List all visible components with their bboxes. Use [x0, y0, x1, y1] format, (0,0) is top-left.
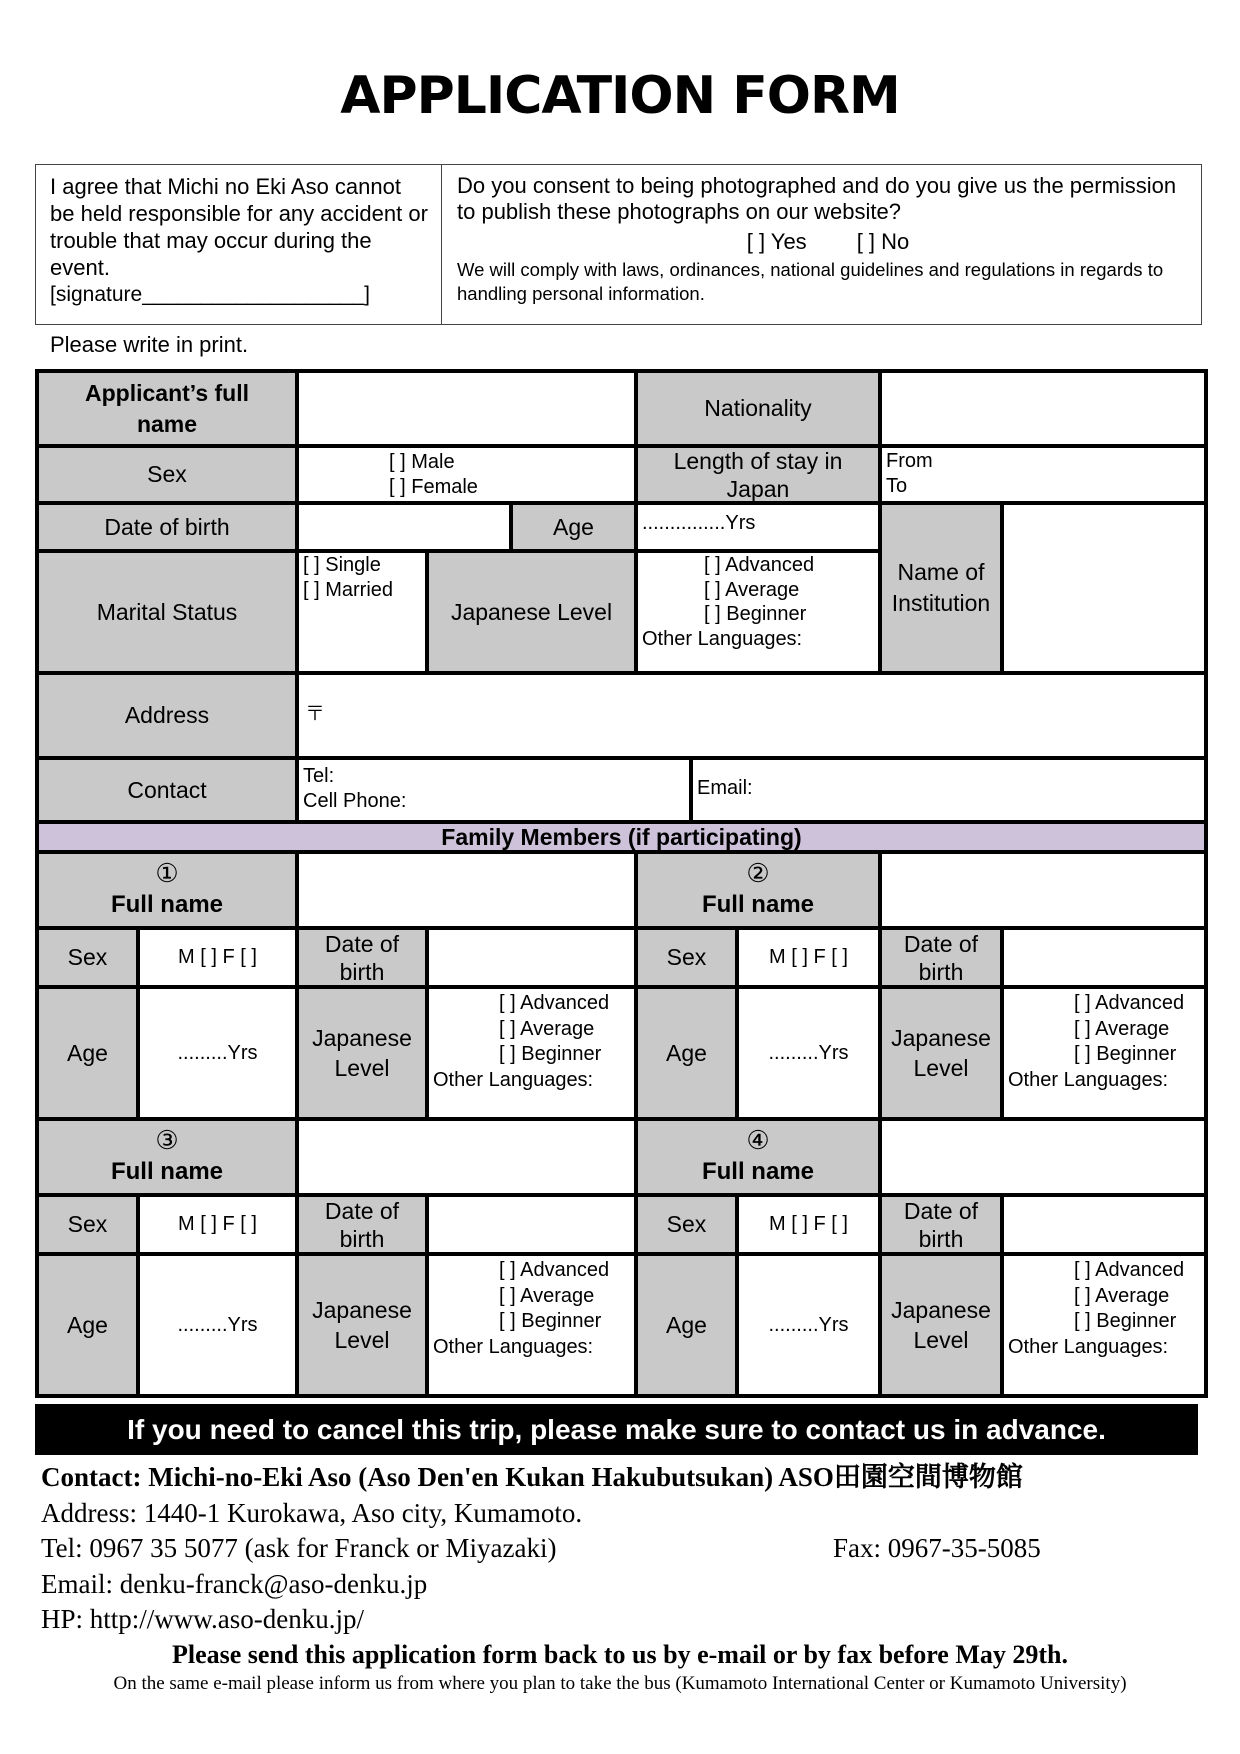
- liability-text: I agree that Michi no Eki Aso cannot be held responsible for any accident or trouble that may occur during the event.: [50, 174, 428, 280]
- family-1-age-field[interactable]: .........Yrs: [140, 989, 295, 1117]
- married-checkbox[interactable]: [ ] Married: [303, 578, 394, 601]
- family-2-japanese-level-options: [1004, 989, 1204, 1117]
- family-4-average-checkbox[interactable]: [ ] Average: [1074, 1284, 1170, 1307]
- family-members-header: Family Members (if participating): [39, 824, 1204, 850]
- family-1-beginner-checkbox[interactable]: [ ] Beginner: [499, 1043, 602, 1065]
- family-4-age-label: Age: [638, 1256, 735, 1394]
- photo-no-checkbox[interactable]: [ ] No: [856, 229, 910, 254]
- photo-consent-question: Do you consent to being photographed and do you give us the permission to publish these photographs on our website?: [457, 173, 1177, 224]
- family-3-sex-options[interactable]: M [ ] F [ ]: [140, 1197, 295, 1252]
- family-3-name-label: ③ Full name: [39, 1121, 295, 1193]
- family-3-age-field[interactable]: .........Yrs: [140, 1256, 295, 1394]
- marital-status-label: Marital Status: [39, 553, 295, 671]
- family-3-dob-field[interactable]: [429, 1197, 634, 1252]
- cancel-notice: If you need to cancel this trip, please make sure to contact us in advance.: [35, 1404, 1198, 1455]
- length-of-stay-label: Length of stay in Japan: [638, 448, 878, 501]
- family-2-age-field[interactable]: .........Yrs: [739, 989, 878, 1117]
- applicant-name-label: Applicant’s full name: [39, 373, 295, 444]
- privacy-notice: We will comply with laws, ordinances, national guidelines and regulations in regards to handling personal information.: [457, 259, 1164, 304]
- age-label: Age: [513, 505, 634, 549]
- address-line: Address: 1440-1 Kurokawa, Aso city, Kumamoto.: [41, 1497, 583, 1528]
- male-checkbox[interactable]: [ ] Male: [389, 451, 455, 473]
- beginner-checkbox[interactable]: [ ] Beginner: [704, 603, 807, 625]
- send-instruction: Please send this application form back to us by e-mail or by fax before May 29th.: [171, 1640, 1069, 1669]
- family-1-name-label: ① Full name: [39, 854, 295, 926]
- family-1-average-checkbox[interactable]: [ ] Average: [499, 1017, 595, 1040]
- japanese-level-label: Japanese Level: [429, 553, 634, 671]
- family-2-age-label: Age: [638, 989, 735, 1117]
- length-of-stay-field[interactable]: [882, 448, 1204, 501]
- family-2-dob-field[interactable]: [1004, 930, 1204, 985]
- application-grid: [35, 369, 1208, 1398]
- nationality-field[interactable]: [882, 373, 1204, 444]
- photo-consent-section: [442, 165, 1201, 324]
- tel-line: Tel: 0967 35 5077 (ask for Franck or Miyazaki): [41, 1533, 557, 1563]
- email-label: Email:: [697, 777, 753, 799]
- family-1-dob-label: Date of birth: [299, 930, 425, 985]
- family-3-sex-label: Sex: [39, 1197, 136, 1252]
- postal-mark: 〒: [305, 703, 325, 725]
- family-3-name-field[interactable]: [299, 1121, 634, 1193]
- consent-box: [35, 164, 1202, 325]
- family-3-beginner-checkbox[interactable]: [ ] Beginner: [499, 1310, 602, 1332]
- family-1-name-field[interactable]: [299, 854, 634, 926]
- contact-heading: Contact: Michi-no-Eki Aso (Aso Den'en Kukan Hakubutsukan) ASO田園空間博物館: [41, 1462, 1023, 1492]
- marital-options: [299, 553, 425, 671]
- tel-label: Tel:: [303, 765, 335, 787]
- family-3-dob-label: Date of birth: [299, 1197, 425, 1252]
- homepage-line: HP: http://www.aso-denku.jp/: [41, 1604, 364, 1634]
- fax-line: Fax: 0967-35-5085: [833, 1533, 1041, 1563]
- sex-label: Sex: [39, 448, 295, 501]
- family-1-number: ①: [155, 858, 179, 888]
- family-4-name-label: ④ Full name: [638, 1121, 878, 1193]
- family-3-number: ③: [155, 1125, 179, 1155]
- female-checkbox[interactable]: [ ] Female: [389, 475, 478, 498]
- photo-yes-checkbox[interactable]: [ ] Yes: [746, 229, 807, 254]
- family-2-dob-label: Date of birth: [882, 930, 1000, 985]
- family-4-dob-field[interactable]: [1004, 1197, 1204, 1252]
- family-1-dob-field[interactable]: [429, 930, 634, 985]
- dob-label: Date of birth: [39, 505, 295, 549]
- institution-field[interactable]: [1004, 505, 1204, 671]
- applicant-name-field[interactable]: [299, 373, 634, 444]
- japanese-level-options: [638, 553, 878, 671]
- family-1-japanese-level-options: [429, 989, 634, 1117]
- family-4-advanced-checkbox[interactable]: [ ] Advanced: [1074, 1259, 1185, 1281]
- family-2-sex-options[interactable]: M [ ] F [ ]: [739, 930, 878, 985]
- family-4-japanese-level-label: Japanese Level: [882, 1256, 1000, 1394]
- family-4-age-field[interactable]: .........Yrs: [739, 1256, 878, 1394]
- single-checkbox[interactable]: [ ] Single: [303, 554, 381, 576]
- family-1-other-languages[interactable]: Other Languages:: [433, 1068, 594, 1091]
- institution-label: Name of Institution: [882, 505, 1000, 671]
- phone-fields[interactable]: [299, 760, 689, 820]
- family-4-number: ④: [746, 1125, 770, 1155]
- family-4-japanese-level-options: [1004, 1256, 1204, 1394]
- family-2-name-label: ② Full name: [638, 854, 878, 926]
- family-1-age-label: Age: [39, 989, 136, 1117]
- cell-phone-label: Cell Phone:: [303, 789, 407, 812]
- family-4-name-field[interactable]: [882, 1121, 1204, 1193]
- email-line: Email: denku-franck@aso-denku.jp: [41, 1568, 428, 1599]
- family-2-name-field[interactable]: [882, 854, 1204, 926]
- stay-from-label: From: [886, 450, 933, 472]
- family-1-sex-options[interactable]: M [ ] F [ ]: [140, 930, 295, 985]
- family-4-beginner-checkbox[interactable]: [ ] Beginner: [1074, 1310, 1177, 1332]
- family-1-japanese-level-label: Japanese Level: [299, 989, 425, 1117]
- email-field[interactable]: [693, 760, 1204, 820]
- stay-to-label: To: [886, 474, 908, 497]
- sex-options: [299, 448, 634, 501]
- nationality-label: Nationality: [638, 373, 878, 444]
- family-2-average-checkbox[interactable]: [ ] Average: [1074, 1017, 1170, 1040]
- family-4-sex-label: Sex: [638, 1197, 735, 1252]
- family-2-advanced-checkbox[interactable]: [ ] Advanced: [1074, 992, 1185, 1014]
- bus-note: On the same e-mail please inform us from where you plan to take the bus (Kumamoto International Center or Kumamoto University): [113, 1673, 1127, 1694]
- family-2-number: ②: [746, 858, 770, 888]
- family-3-age-label: Age: [39, 1256, 136, 1394]
- family-1-sex-label: Sex: [39, 930, 136, 985]
- family-4-sex-options[interactable]: M [ ] F [ ]: [739, 1197, 878, 1252]
- family-3-japanese-level-options: [429, 1256, 634, 1394]
- average-checkbox[interactable]: [ ] Average: [704, 578, 800, 601]
- other-languages-field[interactable]: Other Languages:: [642, 627, 803, 650]
- family-2-sex-label: Sex: [638, 930, 735, 985]
- form-title: APPLICATION FORM: [340, 66, 900, 126]
- family-2-japanese-level-label: Japanese Level: [882, 989, 1000, 1117]
- print-note: Please write in print.: [50, 332, 249, 357]
- address-field[interactable]: [299, 675, 1204, 756]
- family-3-japanese-level-label: Japanese Level: [299, 1256, 425, 1394]
- liability-section: [36, 165, 442, 324]
- signature-field[interactable]: [signature___________________]: [50, 283, 370, 306]
- family-1-advanced-checkbox[interactable]: [ ] Advanced: [499, 992, 610, 1014]
- family-2-beginner-checkbox[interactable]: [ ] Beginner: [1074, 1043, 1177, 1065]
- address-label: Address: [39, 675, 295, 756]
- dob-field[interactable]: [299, 505, 509, 549]
- footer-contact: [41, 1460, 1201, 1638]
- family-3-advanced-checkbox[interactable]: [ ] Advanced: [499, 1259, 610, 1281]
- family-4-dob-label: Date of birth: [882, 1197, 1000, 1252]
- family-3-other-languages[interactable]: Other Languages:: [433, 1335, 594, 1358]
- family-2-other-languages[interactable]: Other Languages:: [1008, 1068, 1169, 1091]
- family-4-other-languages[interactable]: Other Languages:: [1008, 1335, 1169, 1358]
- advanced-checkbox[interactable]: [ ] Advanced: [704, 554, 815, 576]
- family-3-average-checkbox[interactable]: [ ] Average: [499, 1284, 595, 1307]
- contact-label: Contact: [39, 760, 295, 820]
- age-field[interactable]: ...............Yrs: [638, 505, 878, 549]
